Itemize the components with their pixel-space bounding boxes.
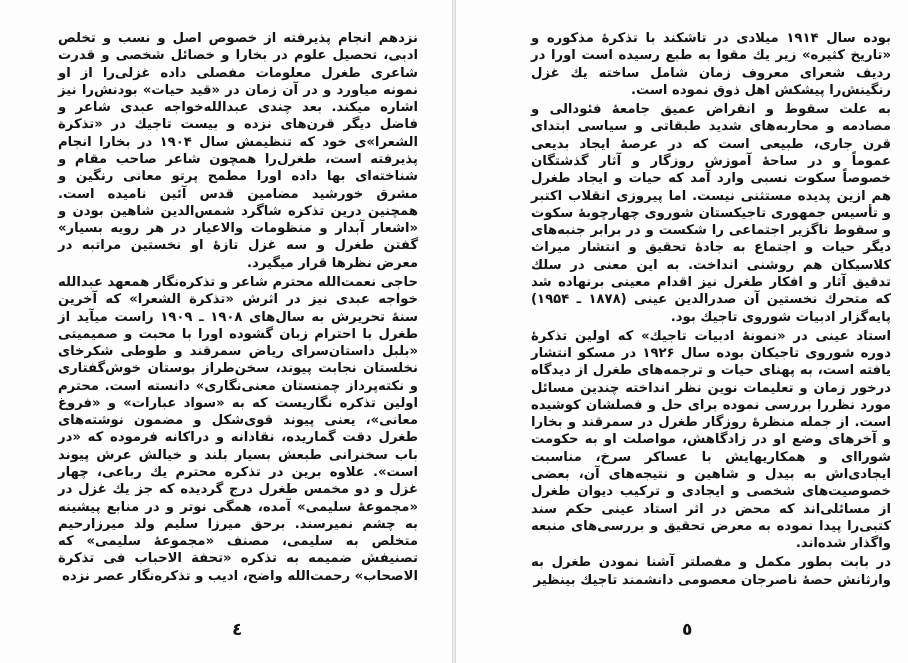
paragraph: استاد عینی در «نمونهٔ ادبیات تاجیك» که اولین تذکرهٔ دوره شوروی تاجیکان بوده سال ۱۹۲۶ در مسکو انتشار یافته است، به پهنای حیات و ترجمه‌های طغرل از دیدگاه درخور زمان و تعلیمات نوین نظر انداخته چندین مسائل مورد نظررا بررسی نموده برای حل و فصلشان کوشیده است. از جمله منظرهٔ روزگار طغرل در سمرقند و بخارا و آخرهای وضع او در زادگاهش، مواصلت او به حکومت شوراای و همکاریهایش با عساکر سرخ، مناسبت ایجادی‌اش به بیدل و شاهین و نتیجه‌های آن، بعضی خصوصیت‌های شخصی و ایجادی و ترکیب دیوان طغرل از مسائلی‌اند که محض در اثر استاد عینی حکم سند کتبی‌را پیدا نموده به معرض تحقیق و بررسی‌های منبعه واگذار شده‌اند. bbox=[531, 328, 891, 552]
left-page-body bbox=[58, 30, 418, 585]
page-number: ٥ bbox=[682, 620, 693, 640]
right-page-body bbox=[531, 30, 891, 589]
paragraph: در بابت بطور مکمل و مفصلتر آشنا نمودن طغرل به وارثانش حصهٔ ناصرجان معصومی دانشمند تاجیك بینظیر bbox=[531, 555, 891, 588]
page-number: ٤ bbox=[232, 620, 243, 640]
paragraph: بوده سال ۱۹۱۴ میلادی در تاشکند با تذکرهٔ مذکوره و «تاریخ کثیره» زیر یك مقوا به طبع رسیده است اورا در ردیف شعرای معروف زمان شامل ساخته یك غزل رنگینش‌را پیشکش اهل ذوق نموده است. bbox=[531, 31, 891, 98]
left-page bbox=[0, 0, 452, 663]
paragraph: به علت سقوط و انقراض عمیق جامعهٔ فئودالی و مصادمه و محاربه‌های شدید طبقاتی و سیاسی ابتدای قرن جاری، طبیعی است که در عرصهٔ ایجاد بدیعی عموماً و در ساحهٔ آموزش روزگار و آثار گذشتگان خصوصاً سکوت نسبی وارد آمد که حیات و ایجاد طغرل هم ازین پدیده مستثنی نیست. اما پیروزی انقلاب اکتبر و تأسیس جمهوری تاجیکستان شوروی چهارچوبهٔ سکوت و سقوط ناگزیر اجتماعی را شکست و در برابر جنبه‌های دیگر حیات و اجتماع به جادهٔ تحقیق و انتشار میراث کلاسیکان هم روشنی انداخت. به این معنی در سلك تدقیق آثار و افکار طغرل نیز اقدام معینی برنهاده شد که متحرك نخستین آن صدرالدین عینی (۱۸۷۸ ـ ۱۹۵۴) پایه‌گزار ادبیات شوروی تاجیك بود. bbox=[531, 102, 891, 325]
paragraph: حاجی نعمت‌الله محترم شاعر و تذکره‌نگار همعهد عبدالله خواجه عبدی نیز در اثرش «تذکرة الشعرا» که آخرین سنهٔ تحریرش به سال‌های ۱۹۰۸ ـ ۱۹۰۹ راست میآید از طغرل با احترام زبان گشوده اورا با محبت و صمیمیتی «بلبل داستان‌سرای ریاض سمرقند و طوطی شکرخای نخلستان نجابت پیوند، سخن‌طراز بوستان خوش‌گفتاری و نکته‌پرداز چمنستان معنی‌نگاری» دانسته است. محترم اولین تذکره نگاریست که به «سواد عبارات» و «فروغ معانی»، یعنی پیوند قوی‌شکل و مضمون نوشته‌های طغرل دقت گماریده، نقادانه و دراکانه فرموده که «در باب سخنرانی طبعش بسیار بلند و خیالش عرش پیوند است». علاوه برین در تذکره محترم یك رباعی، چهار غزل و دو مخمس طغرل درج گردیده که جز یك غزل در «مجموعهٔ سلیمی» آمده، همگی نوتر و در منابع پیشینه به چشم نمیرسند. برحق میرزا سلیم ولد میرزارحیم متخلص به سلیمی، مصنف «مجموعهٔ سلیمی» که تصنیفش ضمیمه به تذکره «تحفة الاحباب فی تذکرة الاصحاب» رحمت‌الله واضح، ادیب و تذکره‌نگار عصر نزده bbox=[58, 274, 418, 584]
right-page bbox=[456, 0, 908, 663]
paragraph: نزدهم انجام پذیرفته از خصوص اصل و نسب و تخلص ادبی، تحصیل علوم در بخارا و خصائل شخصی و قدرت شاعری طغرل معلومات مفصلی داده غزلی‌را از او نمونه میاورد و در آن زمان در «قید حیات» بودنش‌را نیز اشاره میکند. بعد چندی عبدالله‌خواجه عبدی شاعر و فاضل دیگر قرن‌های نزده و بیست تاجیك در «تذکرة الشعرا»ی خود که تنظیمش سال ۱۹۰۴ در بخارا انجام پذیرفته است، طغرل‌را همچون شاعر صاحب مقام و شناخته‌ای بها داده اورا مطمح پرتو معانی رنگین و مشرق خورشید مضامین قدس آئین نامیده است. همچنین درین تذکره شاگرد شمس‌الدین شاهین بودن و «اشعار آبدار و منظومات والاعیار در هر رویه بسیار» گفتن طغرل و سه غزل تازهٔ او نخستین مراتبه در معرض نظرها قرار میگیرد. bbox=[58, 31, 418, 271]
